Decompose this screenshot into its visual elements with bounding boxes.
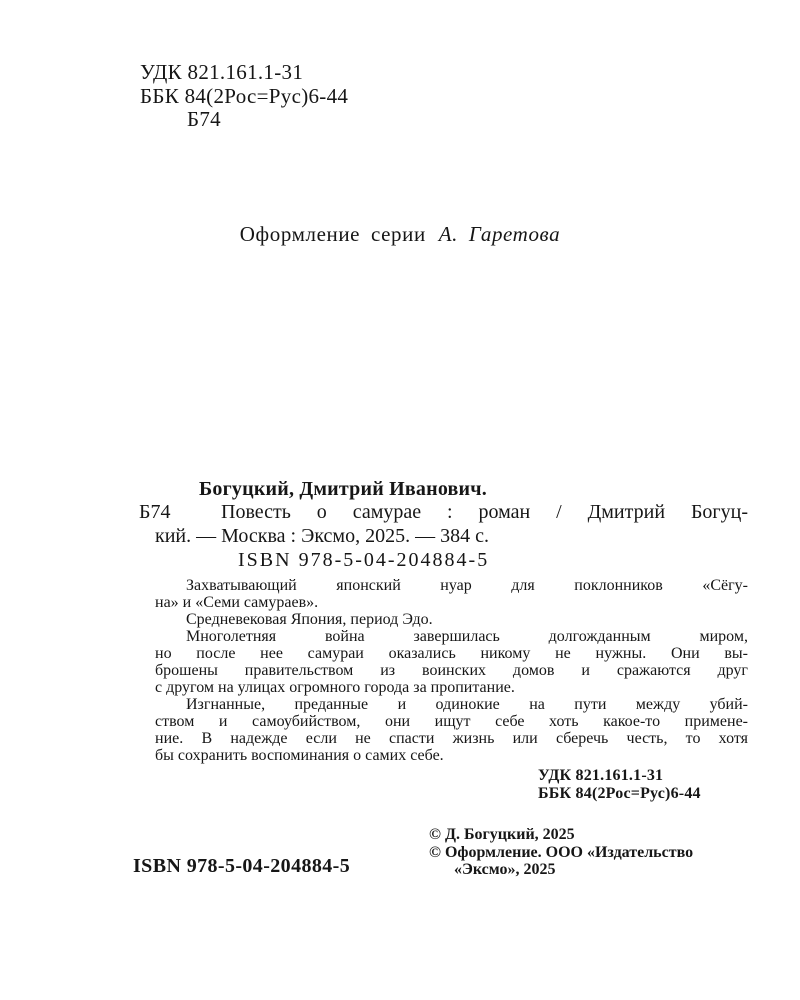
udk-number-bottom: УДК 821.161.1-31: [538, 767, 664, 784]
bbk-number-bottom: ББК 84(2Рос=Рус)6-44: [538, 784, 701, 802]
annotation: [155, 577, 748, 764]
annotation-line: но после нее самураи оказались никому не нужны. Они вы-: [155, 645, 748, 662]
udk-number: УДК 821.161.1-31: [140, 60, 304, 84]
annotation-line: ством и самоубийством, они ищут себе хоть какое-то примене-: [155, 713, 748, 730]
annotation-line: бы сохранить воспоминания о самих себе.: [155, 747, 444, 764]
annotation-line: Многолетняя война завершилась долгожданным миром,: [186, 628, 748, 645]
udk-bbk-block-top: [140, 61, 348, 132]
bbk-number: ББК 84(2Рос=Рус)6-44: [140, 83, 349, 108]
bib-record-line-2: кий. — Москва : Эксмо, 2025. — 384 с.: [155, 524, 489, 547]
series-design-prefix: Оформление серии: [239, 222, 426, 246]
annotation-line: Захватывающий японский нуар для поклонников «Сёгу-: [186, 577, 748, 594]
annotation-line: с другом на улицах огромного города за пропитание.: [155, 679, 515, 696]
annotation-line: на» и «Семи самураев».: [155, 594, 319, 611]
series-design-note: [0, 222, 800, 247]
copyright-block: [429, 826, 693, 879]
annotation-line: брошены правительством из воинских домов и сражаются друг: [155, 662, 748, 679]
author-sign: Б74: [187, 107, 221, 131]
udk-bbk-block-bottom: [538, 767, 701, 802]
author-heading: Богуцкий, Дмитрий Иванович.: [199, 478, 487, 500]
copyright-publisher: © Оформление. ООО «Издательство: [429, 843, 694, 861]
series-designer-name: А. Гаретова: [438, 222, 561, 246]
copyright-publisher-cont: «Эксмо», 2025: [454, 861, 556, 878]
bib-record-line-1: [139, 501, 748, 524]
bibliographic-record: [139, 478, 748, 548]
author-sign-margin: Б74: [139, 501, 171, 524]
isbn-top: ISBN 978-5-04-204884-5: [238, 549, 490, 571]
bib-record-text-1: Повесть о самурае : роман / Дмитрий Богуц-: [221, 501, 748, 524]
annotation-line: ние. В надежде если не спасти жизнь или сберечь честь, то хотя: [155, 730, 748, 747]
copyright-author: © Д. Богуцкий, 2025: [429, 826, 575, 843]
annotation-line: Средневековая Япония, период Эдо.: [186, 611, 433, 628]
annotation-line: Изгнанные, преданные и одинокие на пути между убий-: [186, 696, 748, 713]
isbn-bottom: ISBN 978-5-04-204884-5: [133, 855, 351, 877]
